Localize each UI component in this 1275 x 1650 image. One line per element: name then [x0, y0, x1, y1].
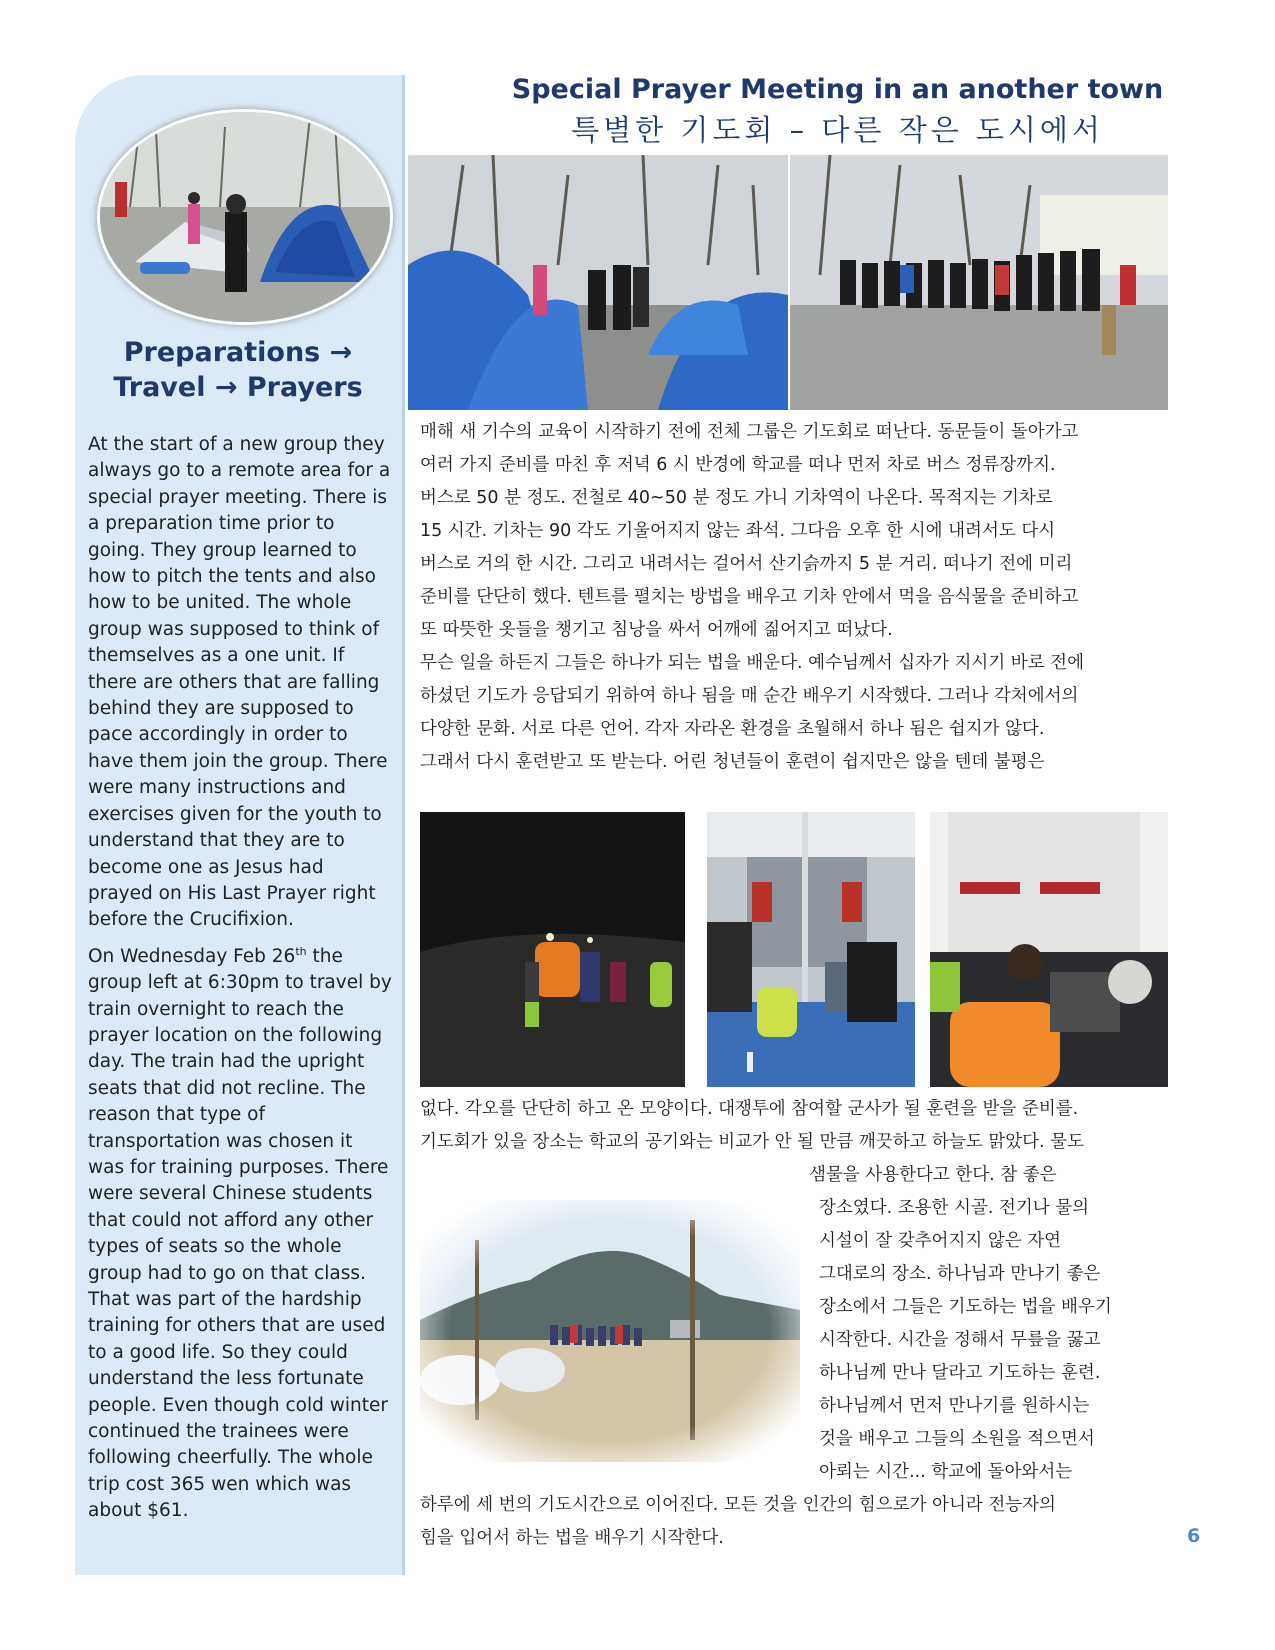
- ordinal-suffix: th: [295, 944, 307, 958]
- mountain-prayer-site-photo: [420, 1200, 800, 1462]
- text-line: 시작한다. 시간을 정해서 무릎을 꿇고: [819, 1330, 1101, 1350]
- sidebar-heading: [88, 335, 388, 405]
- text-line: 것을 배우고 그들의 소원을 적으면서: [819, 1429, 1095, 1449]
- text-line: 무슨 일을 하든지 그들은 하나가 되는 법을 배운다. 예수님께서 십자가 지시기 바로 전에: [420, 653, 1084, 673]
- group-exercise-photo: [790, 155, 1168, 410]
- text-line: 아뢰는 시간... 학교에 돌아와서는: [819, 1462, 1073, 1482]
- text-line: 하루에 세 번의 기도시간으로 이어진다. 모든 것을 인간의 힘으로가 아니라 전능자의: [420, 1495, 1056, 1515]
- page-number: 6: [1187, 1525, 1201, 1547]
- tent-practice-photo: [100, 112, 390, 322]
- sidebar-article: [88, 432, 393, 1535]
- page-title-korean: 특별한 기도회 – 다른 작은 도시에서: [571, 113, 1104, 147]
- text-line: 장소에서 그들은 기도하는 법을 배우기: [819, 1297, 1112, 1317]
- text-line: 힘을 입어서 하는 법을 배우기 시작한다.: [420, 1528, 724, 1548]
- text-line: 없다. 각오를 단단히 하고 온 모양이다. 대쟁투에 참여할 군사가 될 훈련을 받을 준비를.: [420, 1099, 1079, 1119]
- text-line: 하셨던 기도가 응답되기 위하여 하나 됨을 매 순간 배우기 시작했다. 그러나 각처에서의: [420, 686, 1079, 706]
- sidebar-paragraph-1: At the start of a new group they always go to a remote area for a special prayer meeting. There is a preparation time prior to going. They group learned to how to pitch the tents and also how to be united. The whole group was supposed to think of themselves as a one unit. If there are others that are falling behind they are supposed to pace accordingly in order to have them join the group. There were many instructions and exercises given for the youth to understand that they are to become one as Jesus had prayed on His Last Prayer right before the Crucifixion.: [88, 434, 391, 931]
- train-station-crowd-photo: [930, 812, 1168, 1087]
- tents-campsite-photo: [408, 155, 788, 410]
- text-line: 하나님께 만나 달라고 기도하는 훈련.: [819, 1363, 1101, 1383]
- text-line: 매해 새 기수의 교육이 시작하기 전에 전체 그룹은 기도회로 떠난다. 동문들이 돌아가고: [420, 422, 1079, 442]
- text-line: 여러 가지 준비를 마친 후 저녁 6 시 반경에 학교를 떠나 먼저 차로 버스 정류장까지.: [420, 455, 1056, 475]
- text-line: 15 시간. 기차는 90 각도 기울어지지 않는 좌석. 그다음 오후 한 시에 내려서도 다시: [420, 521, 1056, 541]
- text-line: 다양한 문화. 서로 다른 언어. 각자 자라온 환경을 초월해서 하나 됨은 쉽지가 않다.: [420, 719, 1045, 739]
- korean-text-block-3: [809, 1159, 1112, 1489]
- sidebar-paragraph-2-start: On Wednesday Feb 26: [88, 945, 296, 967]
- text-line: 또 따뜻한 옷들을 챙기고 침낭을 싸서 어깨에 짊어지고 떠났다.: [420, 620, 893, 640]
- subway-train-photo: [707, 812, 915, 1087]
- sidebar-paragraph-2-rest: the group left at 6:30pm to travel by train overnight to reach the prayer location on the following day. The train had the upright seats that did not recline. The reason that type of transportation was chosen it was for training purposes. There were several Chinese students that could not afford any other types of seats so the whole group had to go on that class. That was part of the hardship training for others that are used to a good life. So they could understand the less fortunate people. Even though cold winter continued the trainees were following cheerfully. The whole trip cost 365 wen which was about $61.: [88, 945, 392, 1522]
- page-title: Special Prayer Meeting in an another town: [511, 74, 1164, 105]
- text-line: 시설이 잘 갖추어지지 않은 자연: [819, 1231, 1062, 1251]
- korean-text-block-1: [420, 416, 1084, 779]
- text-line: 하나님께서 먼저 만나기를 원하시는: [819, 1396, 1090, 1416]
- sidebar-heading-line-1: Preparations →: [123, 337, 353, 368]
- night-hike-photo: [420, 812, 685, 1087]
- korean-text-block-4: [420, 1489, 1056, 1555]
- text-line: 기도회가 있을 장소는 학교의 공기와는 비교가 안 될 만큼 깨끗하고 하늘도 맑았다. 물도: [420, 1132, 1084, 1152]
- text-line: 장소였다. 조용한 시골. 전기나 물의: [819, 1198, 1090, 1218]
- text-line: 버스로 거의 한 시간. 그리고 내려서는 걸어서 산기슭까지 5 분 거리. 떠나기 전에 미리: [420, 554, 1073, 574]
- text-line: 그대로의 장소. 하나님과 만나기 좋은: [819, 1264, 1101, 1284]
- text-line: 버스로 50 분 정도. 전철로 40~50 분 정도 가니 기차역이 나온다. 목적지는 기차로: [420, 488, 1053, 508]
- text-line: 준비를 단단히 했다. 텐트를 펼치는 방법을 배우고 기차 안에서 먹을 음식물을 준비하고: [420, 587, 1079, 607]
- korean-text-block-2: [420, 1093, 1084, 1159]
- text-line: 그래서 다시 훈련받고 또 받는다. 어린 청년들이 훈련이 쉽지만은 않을 텐데 불평은: [420, 752, 1045, 772]
- text-line: 샘물을 사용한다고 한다. 참 좋은: [809, 1165, 1057, 1185]
- sidebar-heading-line-2: Travel → Prayers: [113, 372, 363, 403]
- sidebar-paragraph-2: [88, 944, 393, 1525]
